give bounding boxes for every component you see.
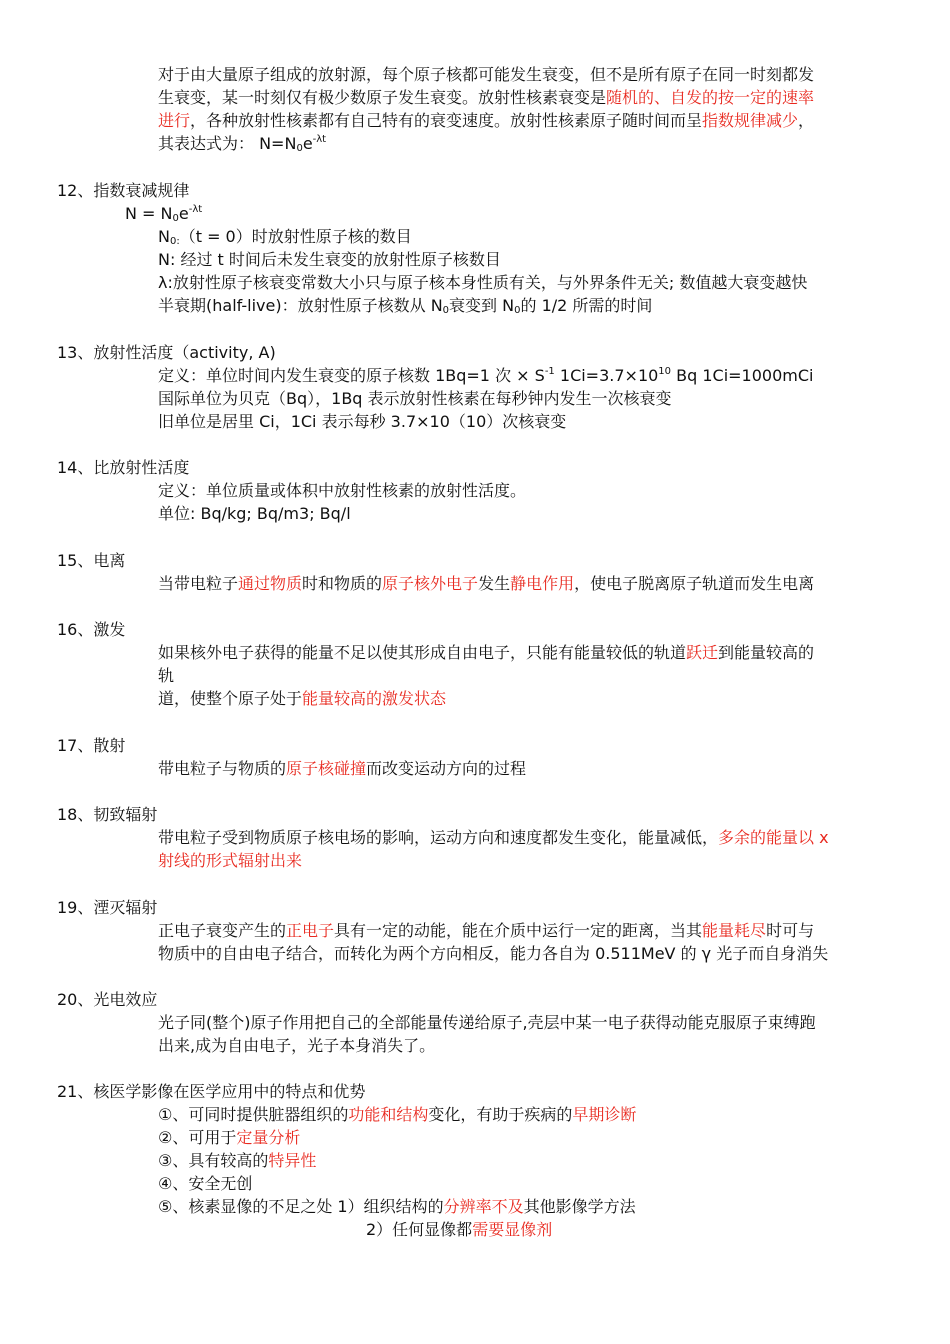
highlight-text: 通过物质 bbox=[238, 574, 303, 593]
ionization-text: 当带电粒子通过物质时和物质的原子核外电子发生静电作用，使电子脱离原子轨道而发生电离 bbox=[158, 574, 815, 593]
highlight-text: 随机的、自发的按一定的速率 bbox=[606, 88, 815, 107]
highlight-text: 功能和结构 bbox=[348, 1105, 429, 1124]
section-heading-18: 18、韧致辐射 bbox=[57, 805, 158, 824]
definition-n: N: 经过 t 时间后未发生衰变的放射性原子核数目 bbox=[158, 250, 501, 269]
scattering-text: 带电粒子与物质的原子核碰撞而改变运动方向的过程 bbox=[158, 759, 527, 778]
highlight-text: 能量较高的激发状态 bbox=[302, 689, 447, 708]
definition-half-life: 半衰期(half-live)：放射性原子核数从 $N_0$衰变到 $N_0$的 1/2 所需的时间 bbox=[158, 296, 653, 316]
excitation-line-1: 如果核外电子获得的能量不足以使其形成自由电子，只能有能量较低的轨道跃迁到能量较高的 bbox=[158, 643, 815, 662]
highlight-text: 跃迁 bbox=[686, 643, 719, 662]
highlight-text: 早期诊断 bbox=[572, 1105, 637, 1124]
highlight-text: 多余的能量以 x bbox=[718, 828, 829, 847]
list-item: ⑤、核素显像的不足之处 1）组织结构的分辨率不及其他影像学方法 bbox=[158, 1197, 636, 1216]
list-item: ④、安全无创 bbox=[158, 1174, 253, 1193]
list-item: ②、可用于定量分析 bbox=[158, 1128, 301, 1147]
specific-activity-definition: 定义：单位质量或体积中放射性核素的放射性活度。 bbox=[158, 481, 527, 500]
highlight-text: 进行 bbox=[158, 111, 191, 130]
highlight-text: 射线的形式辐射出来 bbox=[158, 851, 303, 870]
section-heading-16: 16、激发 bbox=[57, 620, 126, 639]
specific-activity-unit: 单位: Bq/kg; Bq/m3; Bq/l bbox=[158, 504, 351, 523]
highlight-text: 原子核碰撞 bbox=[286, 759, 367, 778]
decay-formula: $N = N_0e^{-\lambda t}$ bbox=[125, 204, 203, 224]
photoelectric-line-2: 出来,成为自由电子，光子本身消失了。 bbox=[158, 1036, 436, 1055]
photoelectric-line-1: 光子同(整个)原子作用把自己的全部能量传递给原子,壳层中某一电子获得动能克服原子束缚跑 bbox=[158, 1013, 816, 1032]
activity-definition: 定义：单位时间内发生衰变的原子核数 1Bq=1 次 × $S^{-1}$ $1Ci=3.7\times 10^{10}$ Bq 1Ci=1000mCi bbox=[158, 366, 814, 385]
section-heading-12: 12、指数衰减规律 bbox=[57, 181, 190, 200]
annihilation-line-2: 物质中的自由电子结合，而转化为两个方向相反，能力各自为 0.511MeV 的 γ 光子而自身消失 bbox=[158, 944, 829, 963]
highlight-text: 静电作用 bbox=[510, 574, 575, 593]
list-item: ③、具有较高的特异性 bbox=[158, 1151, 317, 1170]
section-heading-21: 21、核医学影像在医学应用中的特点和优势 bbox=[57, 1082, 366, 1101]
section-heading-15: 15、电离 bbox=[57, 551, 126, 570]
intro-line-1: 对于由大量原子组成的放射源，每个原子核都可能发生衰变，但不是所有原子在同一时刻都发 bbox=[158, 65, 815, 84]
activity-si-unit: 国际单位为贝克（Bq），1Bq 表示放射性核素在每秒钟内发生一次核衰变 bbox=[158, 389, 672, 408]
section-heading-19: 19、湮灭辐射 bbox=[57, 898, 158, 917]
highlight-text: 分辨率不及 bbox=[443, 1197, 524, 1216]
highlight-text: 正电子 bbox=[286, 921, 335, 940]
bremsstrahlung-line-2 bbox=[158, 850, 302, 872]
highlight-text: 需要显像剂 bbox=[472, 1220, 553, 1239]
intro-line-2: 生衰变，某一时刻仅有极少数原子发生衰变。放射性核素衰变是随机的、自发的按一定的速率 bbox=[158, 88, 815, 107]
section-heading-14: 14、比放射性活度 bbox=[57, 458, 190, 477]
intro-line-3: 进行，各种放射性核素都有自己特有的衰变速度。放射性核素原子随时间而呈指数规律减少， bbox=[158, 111, 815, 130]
bremsstrahlung-line-1: 带电粒子受到物质原子核电场的影响，运动方向和速度都发生变化，能量减低，多余的能量以 x bbox=[158, 828, 829, 847]
definition-lambda: λ:放射性原子核衰变常数大小只与原子核本身性质有关，与外界条件无关; 数值越大衰变越快 bbox=[158, 273, 808, 292]
highlight-text: 指数规律减少 bbox=[702, 111, 799, 130]
activity-old-unit: 旧单位是居里 Ci，1Ci 表示每秒 3.7×10（10）次核衰变 bbox=[158, 412, 567, 431]
intro-formula: 其表达式为： $N=N_0e^{-\lambda t}$ bbox=[158, 134, 327, 154]
highlight-text: 特异性 bbox=[268, 1151, 317, 1170]
list-item: 2）任何显像都需要显像剂 bbox=[366, 1220, 553, 1239]
highlight-text: 定量分析 bbox=[236, 1128, 301, 1147]
definition-n0: $N_{0:}(t = 0)$时放射性原子核的数目 bbox=[158, 227, 412, 247]
highlight-text: 原子核外电子 bbox=[382, 574, 479, 593]
excitation-line-2: 轨 bbox=[158, 666, 175, 685]
section-heading-20: 20、光电效应 bbox=[57, 990, 158, 1009]
section-heading-17: 17、散射 bbox=[57, 736, 126, 755]
highlight-text: 能量耗尽 bbox=[702, 921, 767, 940]
section-heading-13: 13、放射性活度（activity, A) bbox=[57, 343, 276, 362]
excitation-line-3: 道，使整个原子处于能量较高的激发状态 bbox=[158, 689, 447, 708]
annihilation-line-1: 正电子衰变产生的正电子具有一定的动能，能在介质中运行一定的距离，当其能量耗尽时可与 bbox=[158, 921, 815, 940]
list-item: ①、可同时提供脏器组织的功能和结构变化，有助于疾病的早期诊断 bbox=[158, 1105, 637, 1124]
